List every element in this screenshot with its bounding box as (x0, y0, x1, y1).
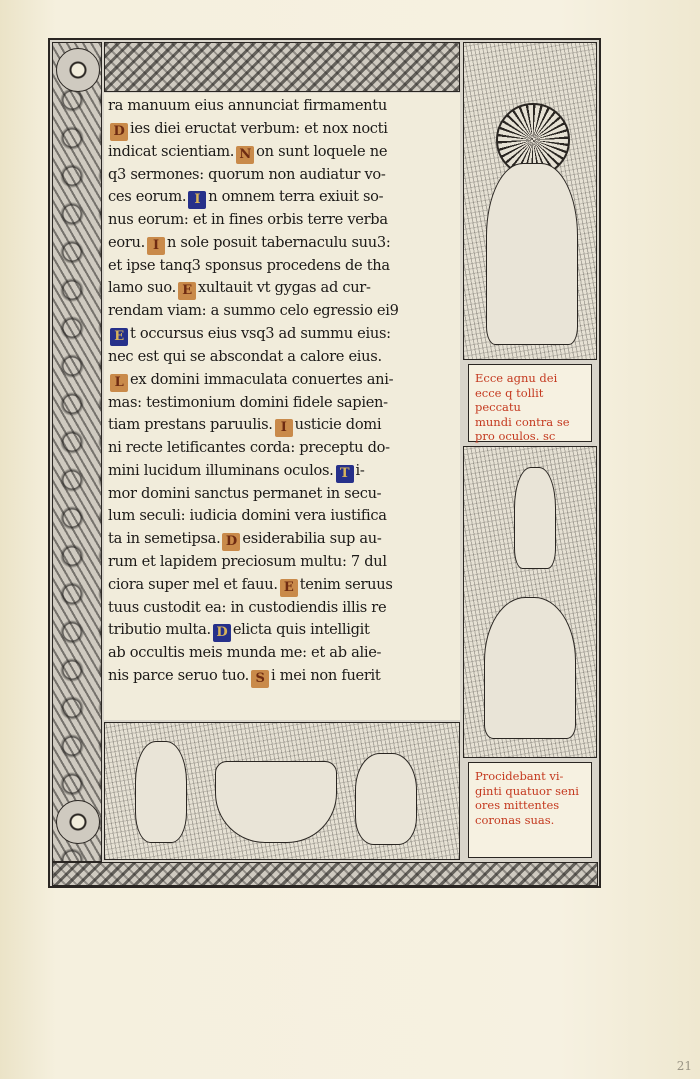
rubric-top-line: ecce q tollit peccatu (475, 385, 544, 414)
putto-right-icon (355, 753, 417, 845)
illuminated-initial-icon: I (147, 237, 165, 255)
text-run: q3 sermones: quorum non audiatur vo- (108, 165, 386, 183)
rubric-bottom-line: coronas suas. (475, 812, 555, 827)
text-run: eoru. (108, 233, 145, 251)
text-line (108, 95, 460, 118)
text-line (108, 300, 460, 323)
illuminated-initial-icon: E (280, 579, 298, 597)
illuminated-initial-icon: D (213, 624, 231, 642)
illuminated-initial-icon: I (275, 419, 293, 437)
text-run: ex domini immaculata conuertes ani- (130, 370, 394, 388)
text-run: nis parce seruo tuo. (108, 666, 250, 684)
text-line (108, 414, 460, 437)
text-run: ciora super mel et fauu. (108, 575, 278, 593)
text-run: mini lucidum illuminans oculos. (108, 461, 334, 479)
text-run: ni recte letificantes corda: preceptu do- (108, 439, 390, 457)
text-line (108, 505, 460, 528)
text-line (108, 346, 460, 369)
text-line (108, 118, 460, 141)
illuminated-initial-icon: T (336, 465, 354, 483)
text-line (108, 437, 460, 460)
text-line (108, 141, 460, 164)
text-line (108, 642, 460, 665)
text-run: n sole posuit tabernaculu suu3: (166, 233, 391, 251)
text-run: ab occultis meis munda me: et ab alie- (108, 644, 382, 662)
text-line (108, 619, 460, 642)
text-line (108, 665, 460, 688)
text-run: i- (355, 461, 365, 479)
text-line (108, 483, 460, 506)
illuminated-initial-icon: S (251, 670, 269, 688)
illuminated-initial-icon: N (236, 146, 254, 164)
left-border-vine-icon (52, 42, 102, 862)
text-run: et ipse tanq3 sponsus procedens de tha (108, 256, 390, 274)
text-run: tributio multa. (108, 621, 211, 639)
illuminated-initial-icon: E (110, 328, 128, 346)
text-run: ta in semetipsa. (108, 529, 221, 547)
rubric-bottom-line: ginti quatuor seni (475, 783, 579, 798)
top-border-foliage-icon (104, 42, 460, 92)
fountain-basin-icon (215, 761, 337, 843)
evangelist-woodcut-icon (463, 42, 597, 360)
seated-saint-icon (486, 163, 578, 345)
text-line (108, 460, 460, 483)
bottom-left-rosette-icon (56, 800, 100, 844)
rubric-top-line: pro oculos. sc (475, 429, 556, 443)
text-line (108, 597, 460, 620)
text-line (108, 186, 460, 209)
standing-figure-icon (514, 467, 556, 569)
text-run: nus eorum: et in fines orbis terre verba (108, 211, 388, 229)
rubric-caption-top (468, 364, 592, 442)
text-run: mas: testimonium domini fidele sapien- (108, 393, 388, 411)
rubric-top-line: Ecce agnu dei (475, 371, 558, 385)
text-run: xultauit vt gygas ad cur- (198, 279, 371, 297)
bottom-border-foliage-icon (52, 862, 598, 886)
text-run: lamo suo. (108, 279, 176, 297)
putto-left-icon (135, 741, 187, 843)
text-run: n omnem terra exiuit so- (208, 188, 384, 206)
text-run: indicat scientiam. (108, 142, 235, 160)
text-run: nec est qui se abscondat a calore eius. (108, 347, 382, 365)
text-run: t occursus eius vsq3 ad summu eius: (130, 324, 391, 342)
text-line (108, 255, 460, 278)
illuminated-initial-icon: E (178, 282, 196, 300)
putti-fountain-woodcut-icon (104, 722, 460, 860)
illuminated-initial-icon: I (188, 191, 206, 209)
rubric-top-line: mundi contra se (475, 414, 570, 429)
text-line (108, 209, 460, 232)
rubric-bottom-line: Procidebant vi- (475, 769, 564, 783)
text-run: ies diei eructat verbum: et nox nocti (130, 119, 388, 137)
text-run: ces eorum. (108, 188, 187, 206)
text-run: rum et lapidem preciosum multu: 7 dul (108, 552, 387, 570)
kneeling-elder-icon (484, 597, 576, 739)
rubric-caption-bottom (468, 762, 592, 858)
text-line (108, 392, 460, 415)
text-line (108, 369, 460, 392)
text-run: usticie domi (294, 416, 382, 434)
text-run: tiam prestans paruulis. (108, 416, 273, 434)
folio-number: 21 (676, 1059, 692, 1073)
elders-adoration-woodcut-icon (463, 446, 597, 758)
illuminated-initial-icon: D (110, 123, 128, 141)
text-line (108, 528, 460, 551)
text-run: elicta quis intelligit (232, 621, 370, 639)
illuminated-initial-icon: L (110, 374, 128, 392)
text-run: i mei non fuerit (271, 666, 381, 684)
text-run: esiderabilia sup au- (242, 529, 382, 547)
text-line (108, 574, 460, 597)
rubric-bottom-line: ores mittentes (475, 798, 560, 812)
text-run: rendam viam: a summo celo egressio ei9 (108, 302, 399, 320)
illuminated-initial-icon: D (222, 533, 240, 551)
top-left-rosette-icon (56, 48, 100, 92)
text-run: mor domini sanctus permanet in secu- (108, 484, 382, 502)
text-run: tuus custodit ea: in custodiendis illis re (108, 598, 387, 616)
text-line (108, 277, 460, 300)
text-run: lum seculi: iudicia domini vera iustifica (108, 507, 387, 525)
psalm-text-column (104, 93, 460, 720)
text-run: tenim seruus (299, 575, 393, 593)
text-run: ra manuum eius annunciat firmamentu (108, 97, 387, 114)
text-line (108, 164, 460, 187)
text-line (108, 551, 460, 574)
text-run: on sunt loquele ne (256, 142, 388, 160)
text-line (108, 323, 460, 346)
text-line (108, 232, 460, 255)
